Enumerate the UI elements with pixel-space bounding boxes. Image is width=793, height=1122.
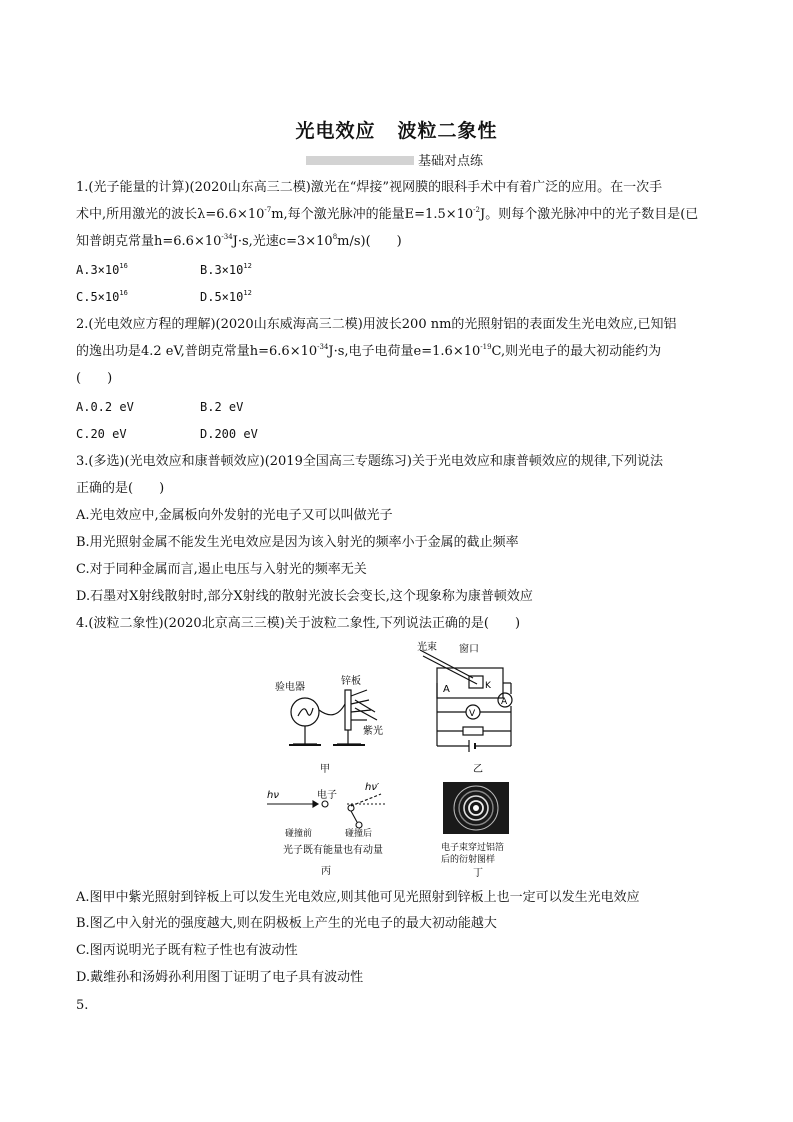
q1-option-c: $C.5\times 10^{16}$ bbox=[76, 289, 128, 304]
q4-option-d: D.戴维孙和汤姆孙利用图丁证明了电子具有波动性 bbox=[76, 970, 364, 985]
ding-label: 丁 bbox=[473, 868, 483, 879]
q4-line1: 4.(波粒二象性)(2020北京高三三模)关于波粒二象性,下列说法正确的是( ) bbox=[76, 616, 521, 631]
yi-beam-label: 光束 bbox=[417, 642, 437, 653]
bing-before-label: 碰撞前 bbox=[285, 829, 313, 839]
jia-violet-label: 紫光 bbox=[363, 726, 383, 737]
q2-option-c: C.20 eV bbox=[76, 427, 127, 441]
q1-option-a: $A.3\times 10^{16}$ bbox=[76, 262, 128, 277]
bing-electron-label: 电子 bbox=[317, 790, 337, 801]
q2-line2: 的逸出功是4.2 eV,普朗克常量$h=6.6\times 10^{-34}J\cdot s$,电子电荷量$e=1.6\times 10^{-19}C$,则光电子的最大初动能约为 bbox=[76, 343, 662, 359]
q1-line2: 术中,所用激光的波长$\lambda=6.6\times 10^{-7}m$,每个激光脉冲的能量$E=1.5\times 10^{-2}J$。则每个激光脉冲中的光子数目是(已 bbox=[76, 206, 699, 222]
q4-figure bbox=[255, 638, 545, 880]
q2-line1: 2.(光电效应方程的理解)(2020山东威海高三二模)用波长200 nm的光照射铝的表面发生光电效应,已知铝 bbox=[76, 317, 677, 332]
section-bar bbox=[306, 156, 414, 165]
yi-voltmeter-label: V bbox=[469, 709, 476, 719]
figure-ding bbox=[443, 782, 509, 834]
yi-anode-label: A bbox=[443, 684, 450, 695]
q4-option-a: A.图甲中紫光照射到锌板上可以发生光电效应,则其他可见光照射到锌板上也一定可以发生光电效应 bbox=[76, 890, 640, 905]
jia-electroscope-label: 验电器 bbox=[275, 682, 305, 693]
q2-option-b: B.2 eV bbox=[200, 400, 244, 414]
title-sub: 波粒二象性 bbox=[397, 120, 498, 142]
jia-label: 甲 bbox=[320, 764, 330, 775]
yi-ammeter-label: A bbox=[501, 697, 508, 707]
q3-line1: 3.(多选)(光电效应和康普顿效应)(2019全国高三专题练习)关于光电效应和康普顿效应的规律,下列说法 bbox=[76, 454, 664, 469]
q1-option-b: $B.3\times 10^{12}$ bbox=[200, 262, 252, 277]
jia-zinc-label: 锌板 bbox=[341, 676, 361, 687]
q3-option-d: D.石墨对X射线散射时,部分X射线的散射光波长会变长,这个现象称为康普顿效应 bbox=[76, 589, 533, 604]
q1-option-d: $D.5\times 10^{12}$ bbox=[200, 289, 252, 304]
q3-option-a: A.光电效应中,金属板向外发射的光电子又可以叫做光子 bbox=[76, 508, 393, 523]
q3-line2: 正确的是( ) bbox=[76, 481, 165, 496]
page-title bbox=[0, 116, 793, 143]
title-main: 光电效应 bbox=[295, 120, 376, 142]
bing-caption: 光子既有能量也有动量 bbox=[283, 845, 383, 856]
q4-option-b: B.图乙中入射光的强度越大,则在阴极板上产生的光电子的最大初动能越大 bbox=[76, 916, 497, 931]
bing-hv-label: hν bbox=[267, 790, 279, 801]
yi-cathode-label: K bbox=[485, 681, 491, 691]
q1-line3: 知普朗克常量$h=6.6\times 10^{-34}J\cdot s$,光速$c=3\times 10^8m/s$)( ) bbox=[76, 233, 402, 249]
bing-label: 丙 bbox=[321, 866, 331, 877]
section-subtitle: 基础对点练 bbox=[418, 154, 484, 169]
q4-option-c: C.图丙说明光子既有粒子性也有波动性 bbox=[76, 943, 298, 958]
q2-option-d: D.200 eV bbox=[200, 427, 258, 441]
q3-option-b: B.用光照射金属不能发生光电效应是因为该入射光的频率小于金属的截止频率 bbox=[76, 535, 519, 550]
yi-label: 乙 bbox=[473, 764, 483, 775]
figure-yi bbox=[420, 650, 512, 752]
q2-option-a: A.0.2 eV bbox=[76, 400, 134, 414]
ding-caption-1: 电子束穿过铝箔 bbox=[441, 843, 505, 853]
q2-line3: ( ) bbox=[76, 371, 113, 386]
ding-caption-2: 后的衍射图样 bbox=[441, 855, 496, 865]
q5-number: 5. bbox=[76, 998, 89, 1013]
bing-after-label: 碰撞后 bbox=[345, 829, 373, 839]
q3-option-c: C.对于同种金属而言,遏止电压与入射光的频率无关 bbox=[76, 562, 367, 577]
q1-line1: 1.(光子能量的计算)(2020山东高三二模)激光在“焊接”视网膜的眼科手术中有着广泛的应用。在一次手 bbox=[76, 180, 663, 195]
yi-window-label: 窗口 bbox=[459, 644, 479, 655]
bing-hv2-label: hν′ bbox=[365, 782, 380, 793]
